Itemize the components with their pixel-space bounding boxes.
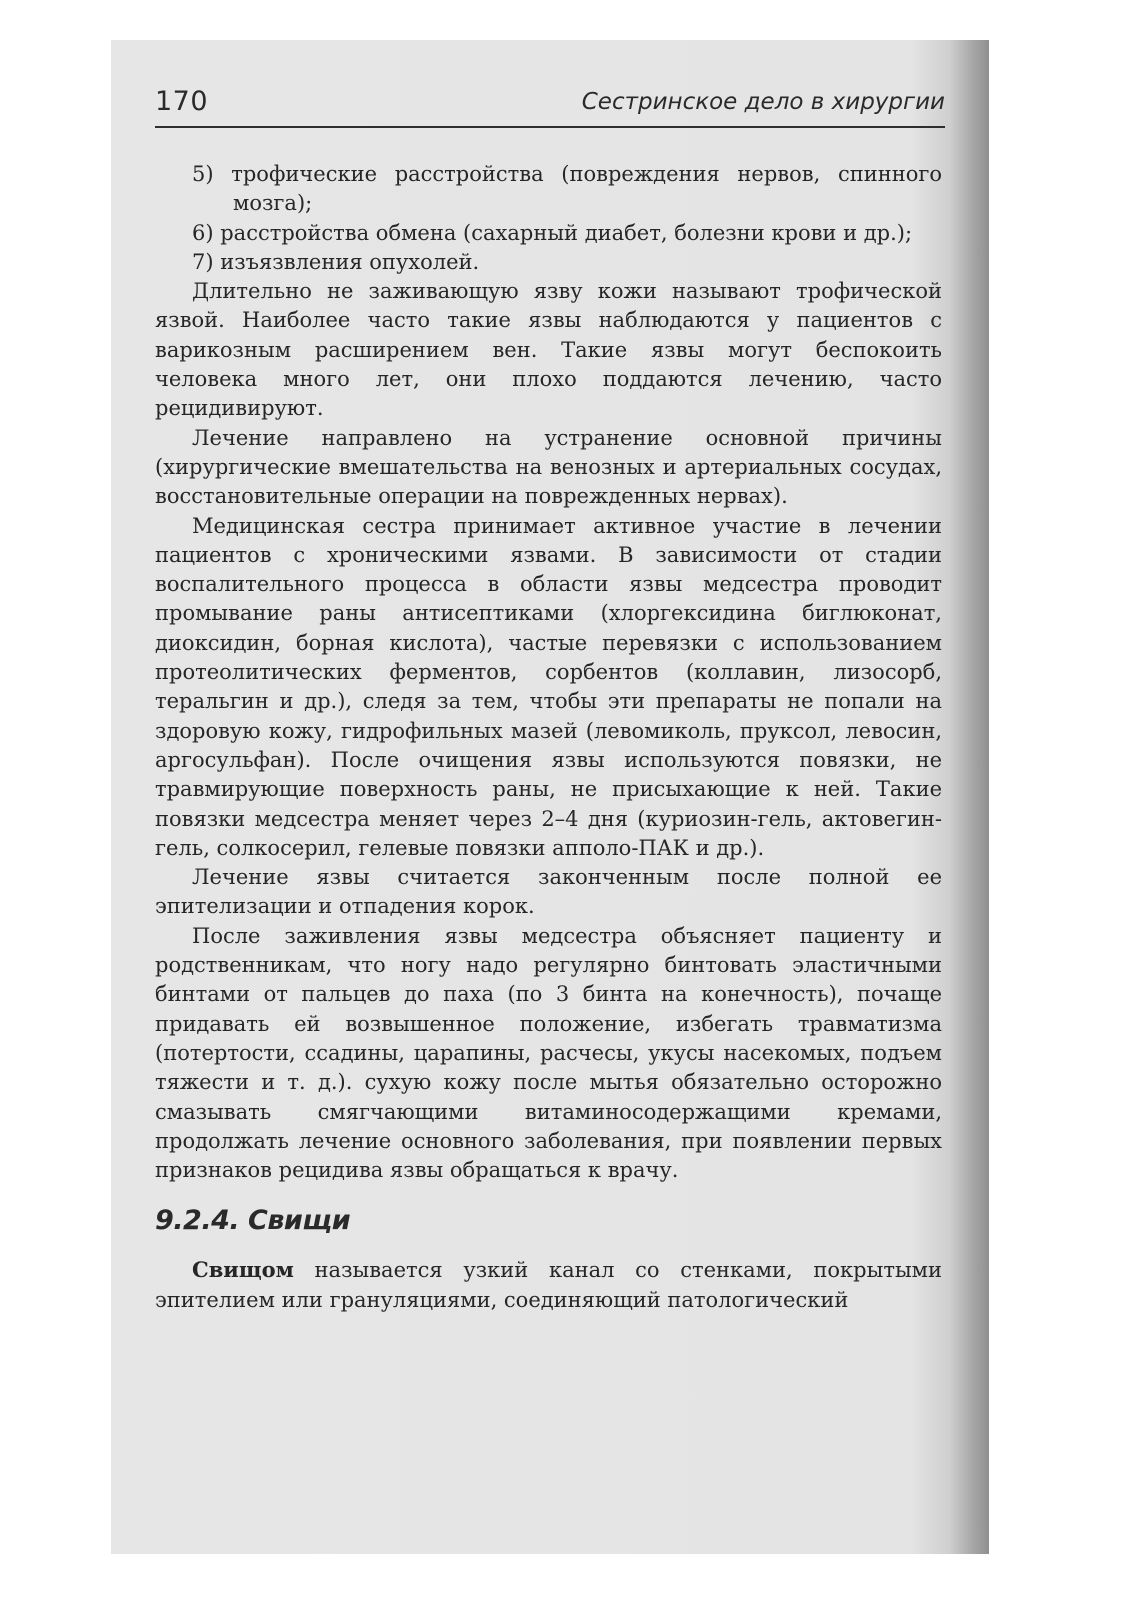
header-rule — [155, 126, 945, 128]
defined-term: Свищом — [192, 1257, 294, 1283]
running-title: Сестринское дело в хирургии — [581, 89, 945, 115]
page-number: 170 — [155, 86, 209, 117]
list-item: 7) изъязвления опухолей. — [192, 249, 480, 274]
section-paragraph — [155, 1255, 942, 1315]
paragraph: Лечение язвы считается законченным после полной ее эпителизации и отпадения корок. — [155, 865, 942, 919]
scanned-page — [111, 40, 989, 1554]
list-item: 6) расстройства обмена (сахарный диабет, болезни крови и др.); — [192, 220, 913, 245]
paragraph: После заживления язвы медсестра объясняет пациенту и родственникам, что ногу надо регулярно бинтовать эластичными бинтами от пальцев до паха (по 3 бинта на конечность), почаще придавать ей возвышенное положение, избегать травматизма (потертости, ссадины, царапины, расчесы, укусы насекомых, подъем тяжести и т. д.). сухую кожу после мытья обязательно осторожно смазывать смягчающими витаминосодержащими кремами, продолжать лечение основного заболевания, при появлении первых признаков рецидива язвы обращаться к врачу. — [155, 923, 942, 1183]
page-body — [155, 160, 942, 1315]
list-item: 5) трофические расстройства (повреждения нервов, спинного мозга); — [192, 162, 942, 216]
page-header — [155, 86, 945, 126]
section-heading: 9.2.4. Свищи — [155, 1205, 351, 1237]
definition-text: называется узкий канал со стенками, покрытыми эпителием или грануляциями, соединяющий патологический — [155, 1258, 942, 1312]
paragraph: Длительно не заживающую язву кожи называют трофической язвой. Наиболее часто такие язвы наблюдаются у пациентов с варикозным расширением вен. Такие язвы могут беспокоить человека много лет, они плохо поддаются лечению, часто рецидивируют. — [155, 279, 942, 421]
paragraph: Лечение направлено на устранение основной причины (хирургические вмешательства на венозных и артериальных сосудах, восстановительные операции на поврежденных нервах). — [155, 425, 942, 509]
paragraph: Медицинская сестра принимает активное участие в лечении пациентов с хроническими язвами. В зависимости от стадии воспалительного процесса в области язвы медсестра проводит промывание раны антисептиками (хлоргексидина биглюконат, диоксидин, борная кислота), частые перевязки с использованием протеолитических ферментов, сорбентов (коллавин, лизосорб, теральгин и др.), следя за тем, чтобы эти препараты не попали на здоровую кожу, гидрофильных мазей (левомиколь, пруксол, левосин, аргосульфан). После очищения язвы используются повязки, не травмирующие поверхность раны, не присыхающие к ней. Такие повязки медсестра меняет через 2–4 дня (куриозин-гель, актовегин-гель, солкосерил, гелевые повязки апполо-ПАК и др.). — [155, 513, 942, 860]
